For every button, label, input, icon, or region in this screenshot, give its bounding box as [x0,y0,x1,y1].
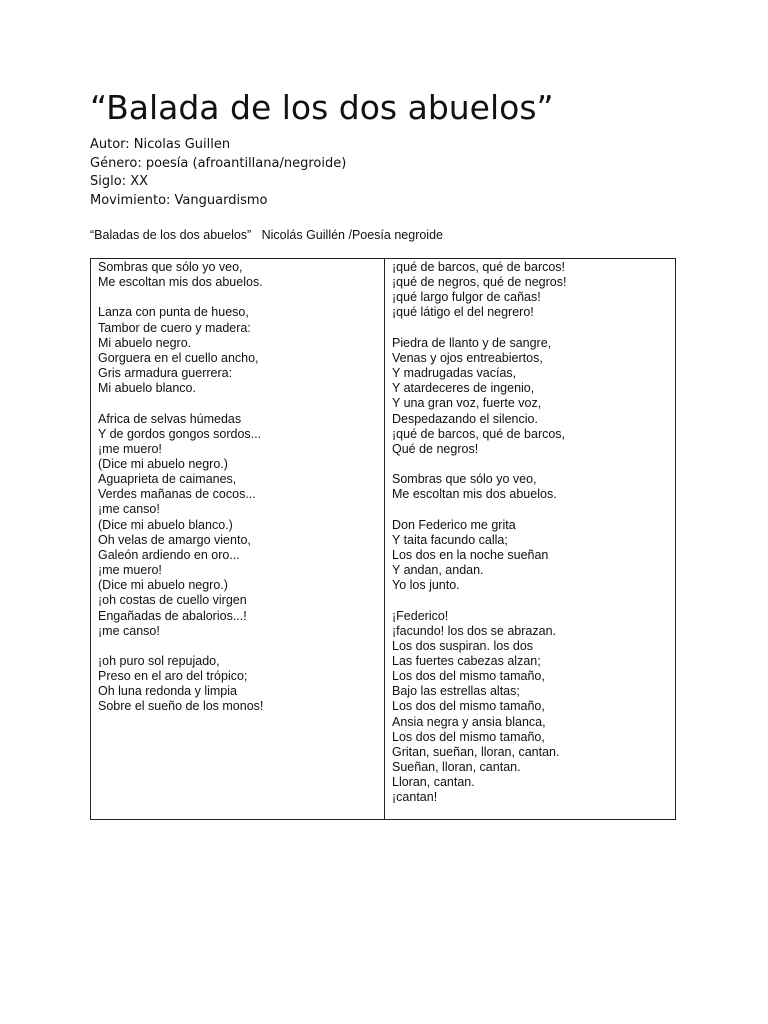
poem-verse: Las fuertes cabezas alzan; [392,654,541,668]
poem-verse: ¡me muero! [98,563,162,578]
poem-verse: Y taita facundo calla; [392,532,508,547]
genre-line: Género: poesía (afroantillana/negroide) [90,155,347,171]
poem-verse: Los dos del mismo tamaño, [392,669,545,684]
poem-verse: Lanza con punta de hueso, [98,305,249,320]
poem-verse: ¡cantan! [392,790,438,805]
poem-stanza [98,412,384,639]
poem-verse: Mi abuelo blanco. [98,381,196,396]
poem-verse: Aguaprieta de caimanes, [98,472,237,487]
poem-verse: Don Federico me grita [392,517,516,532]
poem-verse: Bajo las estrellas altas; [392,684,520,699]
poem-verse: Gritan, sueñan, lloran, cantan. [392,744,560,759]
poem-verse: Sueñan, lloran, cantan. [392,760,521,775]
poem-verse: ¡me canso! [98,502,160,517]
poem-verse: (Dice mi abuelo negro.) [98,457,228,471]
poem-verse: Engañadas de abalorios...! [98,608,247,623]
poem-verse: Preso en el aro del trópico; [98,669,248,684]
poem-stanza [392,518,675,594]
poem-verse: Oh velas de amargo viento, [98,532,251,547]
poem-verse: Y atardeceres de ingenio, [392,381,535,396]
poem-verse: ¡me canso! [98,623,160,638]
poem-verse: ¡qué de barcos, qué de barcos, [392,426,566,441]
poem-stanza [98,654,384,715]
poem-verse: Los dos en la noche sueñan [392,547,549,562]
poem-verse: Sombras que sólo yo veo, [98,260,243,274]
poem-verse: Y de gordos gongos sordos... [98,426,262,441]
poem-verse: Gorguera en el cuello ancho, [98,350,259,365]
poem-verse: Gris armadura guerrera: [98,366,233,381]
poem-verse: Piedra de llanto y de sangre, [392,335,552,350]
metadata-block [90,136,346,211]
poem-verse: ¡facundo! los dos se abrazan. [392,623,556,638]
poem-verse: Despedazando el silencio. [392,411,538,426]
poem-stanza [98,305,384,396]
poem-verse: Yo los junto. [392,578,460,593]
poem-stanza [392,472,675,502]
poem-verse: Y andan, andan. [392,563,484,578]
century-line: Siglo: XX [90,174,149,190]
author-line: Autor: Nicolas Guillen [90,137,231,152]
poem-verse: Los dos del mismo tamaño, [392,729,545,744]
poem-stanza [98,260,384,290]
poem-verse: Galeón ardiendo en oro... [98,547,240,562]
poem-verse: ¡Federico! [392,608,449,623]
poem-verse: ¡oh puro sol repujado, [98,654,220,669]
poem-verse: ¡qué de negros, qué de negros! [392,275,567,290]
poem-stanza [392,260,675,321]
poem-column-right [385,259,675,819]
poem-verse: Y una gran voz, fuerte voz, [392,396,542,411]
poem-verse: (Dice mi abuelo blanco.) [98,517,233,532]
poem-column-left [91,259,385,819]
poem-subtitle: “Baladas de los dos abuelos” Nicolás Guillén /Poesía negroide [90,228,443,242]
poem-verse: Me escoltan mis dos abuelos. [98,275,263,290]
poem-verse: Los dos del mismo tamaño, [392,699,545,714]
poem-verse: Sobre el sueño de los monos! [98,699,264,714]
poem-verse: ¡oh costas de cuello virgen [98,593,247,608]
poem-verse: Los dos suspiran. los dos [392,638,534,653]
poem-verse: Sombras que sólo yo veo, [392,472,537,487]
poem-stanza [392,336,675,457]
poem-stanza [392,609,675,806]
poem-verse: (Dice mi abuelo negro.) [98,578,228,593]
poem-verse: Me escoltan mis dos abuelos. [392,487,557,502]
movement-line: Movimiento: Vanguardismo [90,193,268,209]
poem-verse: Africa de selvas húmedas [98,411,242,426]
poem-verse: Verdes mañanas de cocos... [98,487,256,502]
poem-verse: ¡me muero! [98,441,162,456]
poem-verse: ¡qué largo fulgor de cañas! [392,290,541,305]
poem-verse: Oh luna redonda y limpia [98,684,237,699]
document-title: “Balada de los dos abuelos” [90,88,554,127]
poem-verse: ¡qué látigo el del negrero! [392,305,534,320]
poem-verse: Ansia negra y ansia blanca, [392,714,546,729]
poem-verse: Tambor de cuero y madera: [98,320,251,335]
poem-table [90,258,676,820]
poem-verse: Y madrugadas vacías, [392,366,517,381]
poem-verse: Mi abuelo negro. [98,335,192,350]
poem-verse: Qué de negros! [392,441,479,456]
poem-verse: ¡qué de barcos, qué de barcos! [392,260,566,274]
poem-verse: Lloran, cantan. [392,775,475,790]
poem-verse: Venas y ojos entreabiertos, [392,350,543,365]
